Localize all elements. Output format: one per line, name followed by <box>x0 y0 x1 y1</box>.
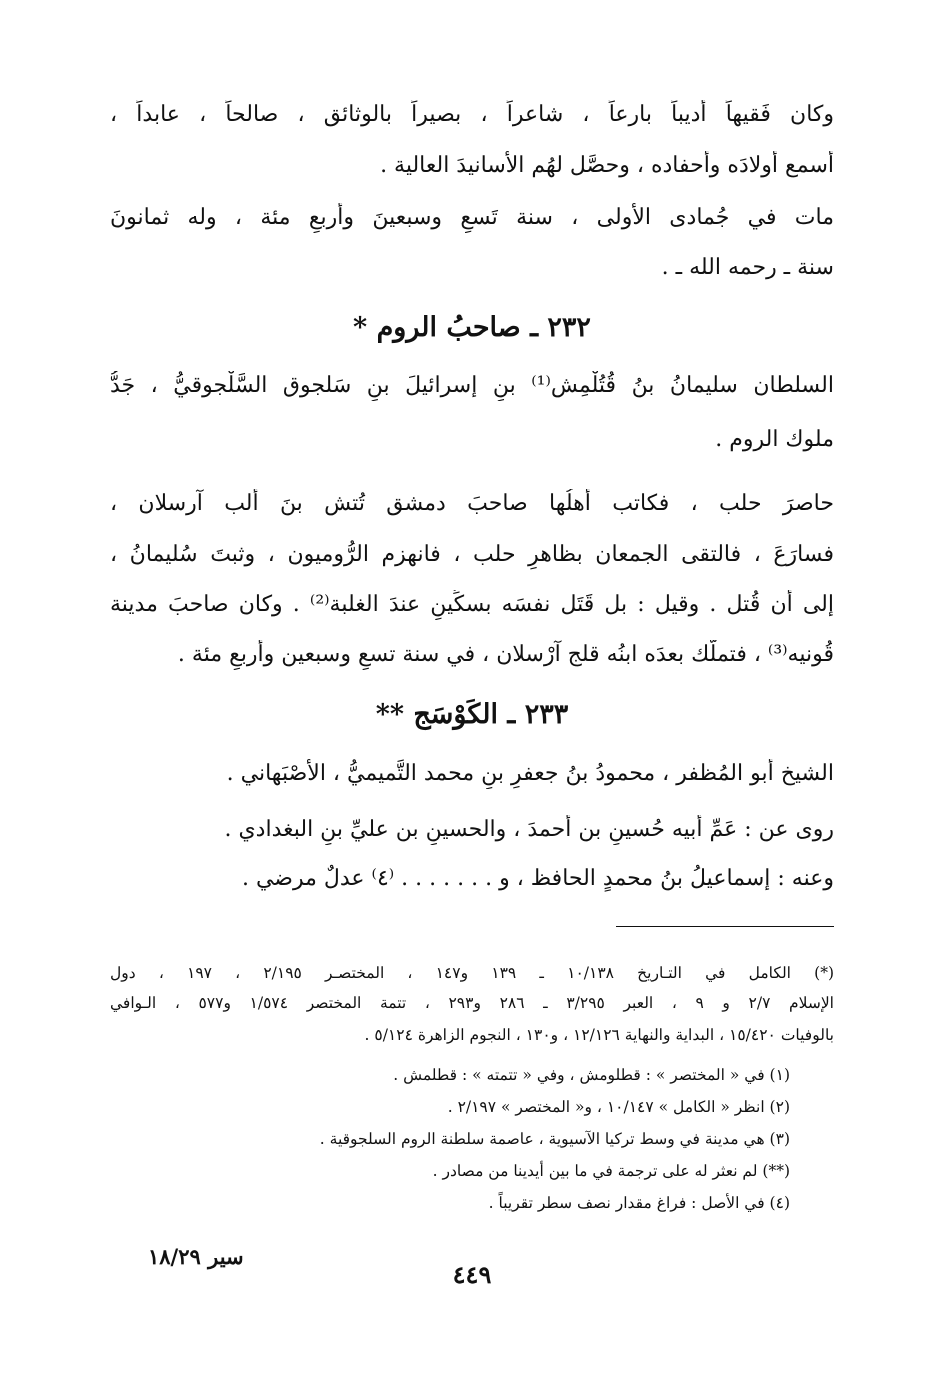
entry-233-heading: ٢٣٣ ـ الكَوْسَج ** <box>375 699 569 730</box>
entry-232-name-line-1: السلطان سليمانُ بنُ قُتُلْمِش⁽¹⁾ بنِ إسرائيلَ بنِ سَلجوق السَّلْجوقيُّ ، جَدُّ <box>110 373 834 398</box>
footnote-sources-line-1: (*) الكامل في التـاريخ ١٠/١٣٨ ـ ١٣٩ و١٤٧ ، المختصـر ٢/١٩٥ ، ١٩٧ ، دول <box>110 964 834 982</box>
entry-233-line-1: الشيخ أبو المُظفر ، محمودُ بنُ جعفرِ بنِ محمد التَّميميُّ ، الأَصْبَهاني . <box>226 761 834 786</box>
entry-233-line-3: وعنه : إسماعيلُ بنُ محمدٍ الحافظ ، و . . . . . . . ⁽٤⁾ عدلٌ مرضي . <box>241 866 834 891</box>
footnote-1: (١) في « المختصر » : قطلومش ، وفي « تتمته » : قطلمش . <box>393 1066 790 1084</box>
intro-line-1: وكان فَقيهاً أديباً بارعاً ، شاعراً ، بصيراً بالوثائق ، صالحاً ، عابداً ، <box>110 102 834 127</box>
intro-line-3: مات في جُمادى الأولى ، سنة تَسعٍ وسبعينَ وأربعٍ مئة ، وله ثمانونَ <box>110 205 834 230</box>
entry-232-body-line-3: إلى أن قُتل . وقيل : بل قَتَل نفسَه بسكِّينٍ عندَ الغلبة⁽²⁾ . وكان صاحبَ مدينة <box>110 592 834 617</box>
entry-232-body-line-4: قُونيه⁽³⁾ ، فتملَّك بعدَه ابنُه قلج آرْسلان ، في سنة تسعٍ وسبعين وأربعٍ مئة . <box>177 642 834 667</box>
footnote-3: (٣) هي مدينة في وسط تركيا الآسيوية ، عاصمة سلطنة الروم السلجوقية . <box>319 1130 790 1148</box>
page-number: ٤٤٩ <box>452 1260 492 1289</box>
entry-232-heading: ٢٣٢ ـ صاحبُ الروم * <box>353 312 591 343</box>
footnote-sources-line-2: الإسلام ٢/٧ و ٩ ، العبر ٣/٢٩٥ ـ ٢٨٦ و٢٩٣ ، تتمة المختصر ١/٥٧٤ و٥٧٧ ، الـوافي <box>110 994 834 1012</box>
intro-line-4: سنة ـ رحمه الله ـ . <box>661 255 834 280</box>
intro-line-2: أسمع أولادَه وأحفاده ، وحصَّل لهُم الأسانيدَ العالية . <box>380 153 834 178</box>
entry-232-body-line-1: حاصرَ حلب ، فكاتب أهلُها صاحبَ دمشق تُتش بنَ ألب آرسلان ، <box>110 491 834 516</box>
footnote-double-star: (**) لم نعثر له على ترجمة في ما بين أيدينا من مصادر . <box>432 1162 790 1180</box>
footnote-sources-line-3: بالوفيات ١٥/٤٢٠ ، البداية والنهاية ١٢/١٢٦ ، و١٣٠ ، النجوم الزاهرة ٥/١٢٤ . <box>364 1026 834 1044</box>
entry-232-name-line-2: ملوك الروم . <box>715 427 834 452</box>
footnote-2: (٢) انظر « الكامل » ١٠/١٤٧ ، و« المختصر » ٢/١٩٧ . <box>447 1098 790 1116</box>
entry-233-line-2: روى عن : عَمِّ أبيه حُسينِ بن أحمدَ ، والحسينِ بن عليِّ بنِ البغدادي . <box>224 817 834 842</box>
signature-mark: سير ١٨/٢٩ <box>148 1244 244 1269</box>
footnote-separator <box>616 926 834 927</box>
footnote-4: (٤) في الأصل : فراغ مقدار نصف سطر تقريباً . <box>488 1194 790 1212</box>
entry-232-body-line-2: فسارَعَ ، فالتقى الجمعان بظاهرِ حلب ، فانهزم الرُّوميون ، وثبتَ سُليمانُ ، <box>110 542 834 567</box>
